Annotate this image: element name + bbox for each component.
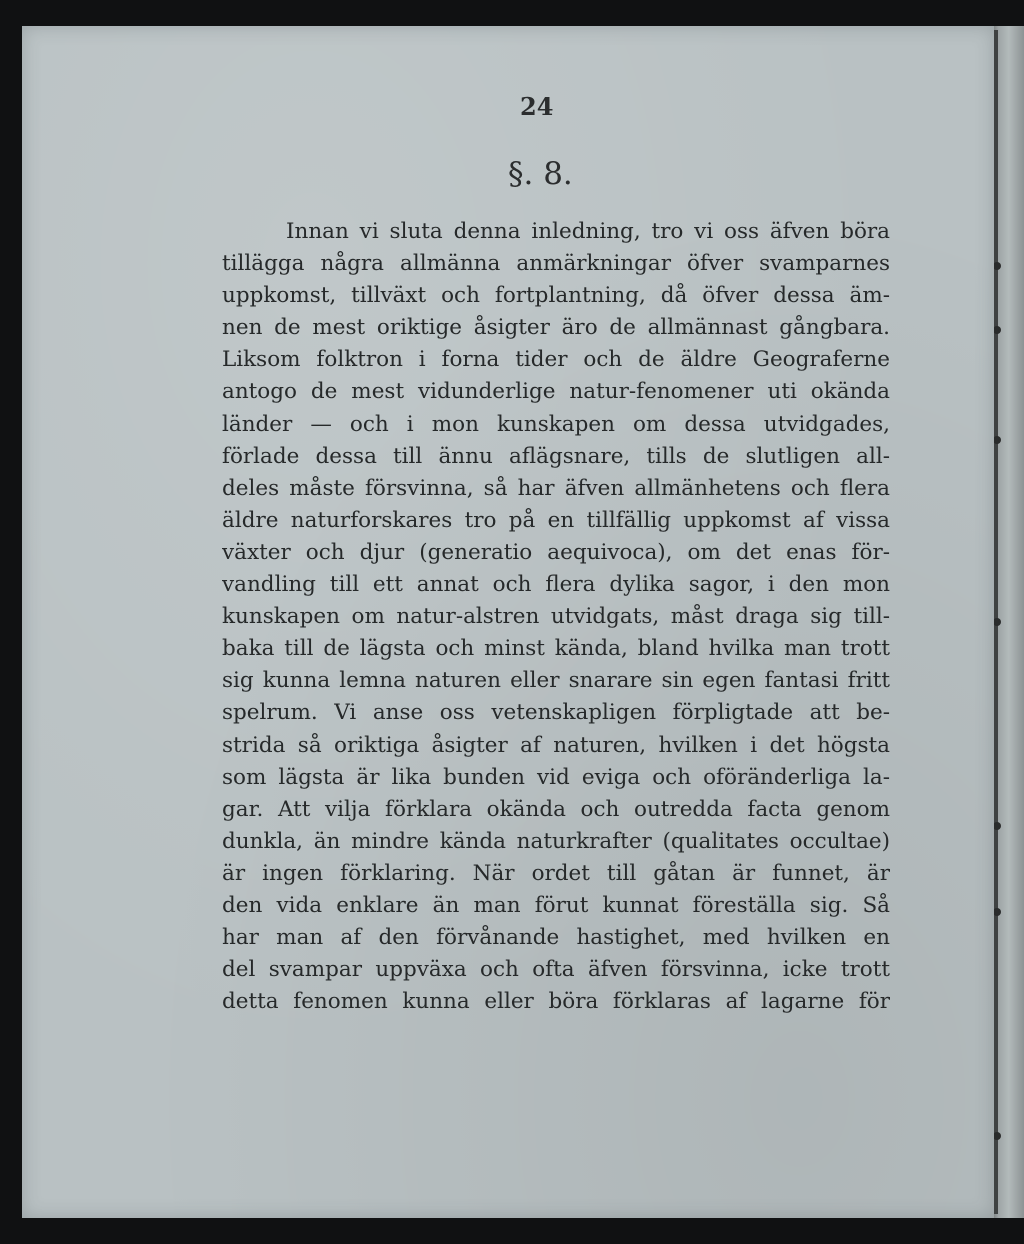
binding-stitch	[993, 326, 1001, 334]
text-line: Liksom folktron i forna tider och de äldre Geograferne	[222, 347, 890, 373]
binding-stitch	[993, 262, 1001, 270]
text-line: dunkla, än mindre kända naturkrafter (qualitates occultae)	[222, 828, 890, 854]
text-line: tillägga några allmänna anmärkningar öfver svamparnes	[222, 251, 890, 277]
text-line: del svampar uppväxa och ofta äfven försvinna, icke trott	[222, 957, 890, 983]
text-line: kunskapen om natur-alstren utvidgats, måst draga sig till-	[222, 604, 890, 630]
binding-stitch	[993, 618, 1001, 626]
body-text	[222, 216, 890, 1018]
text-line: antogo de mest vidunderlige natur-fenomener uti okända	[222, 379, 890, 405]
text-line: äldre naturforskares tro på en tillfällig uppkomst af vissa	[222, 507, 890, 533]
binding-stitch	[993, 822, 1001, 830]
text-line: deles måste försvinna, så har äfven allmänhetens och flera	[222, 475, 890, 501]
text-line: länder — och i mon kunskapen om dessa utvidgades,	[222, 411, 890, 437]
text-line: sig kunna lemna naturen eller snarare sin egen fantasi fritt	[222, 668, 890, 694]
text-line: vandling till ett annat och flera dylika sagor, i den mon	[222, 572, 890, 598]
page-number: 24	[520, 92, 554, 121]
text-line: har man af den förvånande hastighet, med hvilken en	[222, 925, 890, 951]
text-line: Innan vi sluta denna inledning, tro vi oss äfven böra	[286, 219, 890, 244]
text-line: strida så oriktiga åsigter af naturen, hvilken i det högsta	[222, 732, 890, 758]
text-line: spelrum. Vi anse oss vetenskapligen förpligtade att be-	[222, 700, 890, 726]
text-line: uppkomst, tillväxt och fortplantning, då öfver dessa äm-	[222, 283, 890, 309]
text-line: som lägsta är lika bunden vid eviga och oföränderliga la-	[222, 764, 890, 790]
text-line: växter och djur (generatio aequivoca), om det enas för-	[222, 539, 890, 565]
text-line: gar. Att vilja förklara okända och outredda facta genom	[222, 796, 890, 822]
section-heading: §. 8.	[508, 156, 573, 192]
binding-stitch	[993, 1132, 1001, 1140]
text-line: baka till de lägsta och minst kända, bland hvilka man trott	[222, 636, 890, 662]
text-line: förlade dessa till ännu aflägsnare, tills de slutligen all-	[222, 443, 890, 469]
text-line: är ingen förklaring. När ordet till gåtan är funnet, är	[222, 860, 890, 886]
binding-stitch	[993, 908, 1001, 916]
text-line: nen de mest oriktige åsigter äro de allmännast gångbara.	[222, 315, 890, 341]
binding-stitch	[993, 436, 1001, 444]
text-line: detta fenomen kunna eller böra förklaras af lagarne för	[222, 989, 890, 1015]
text-line: den vida enklare än man förut kunnat föreställa sig. Så	[222, 892, 890, 918]
